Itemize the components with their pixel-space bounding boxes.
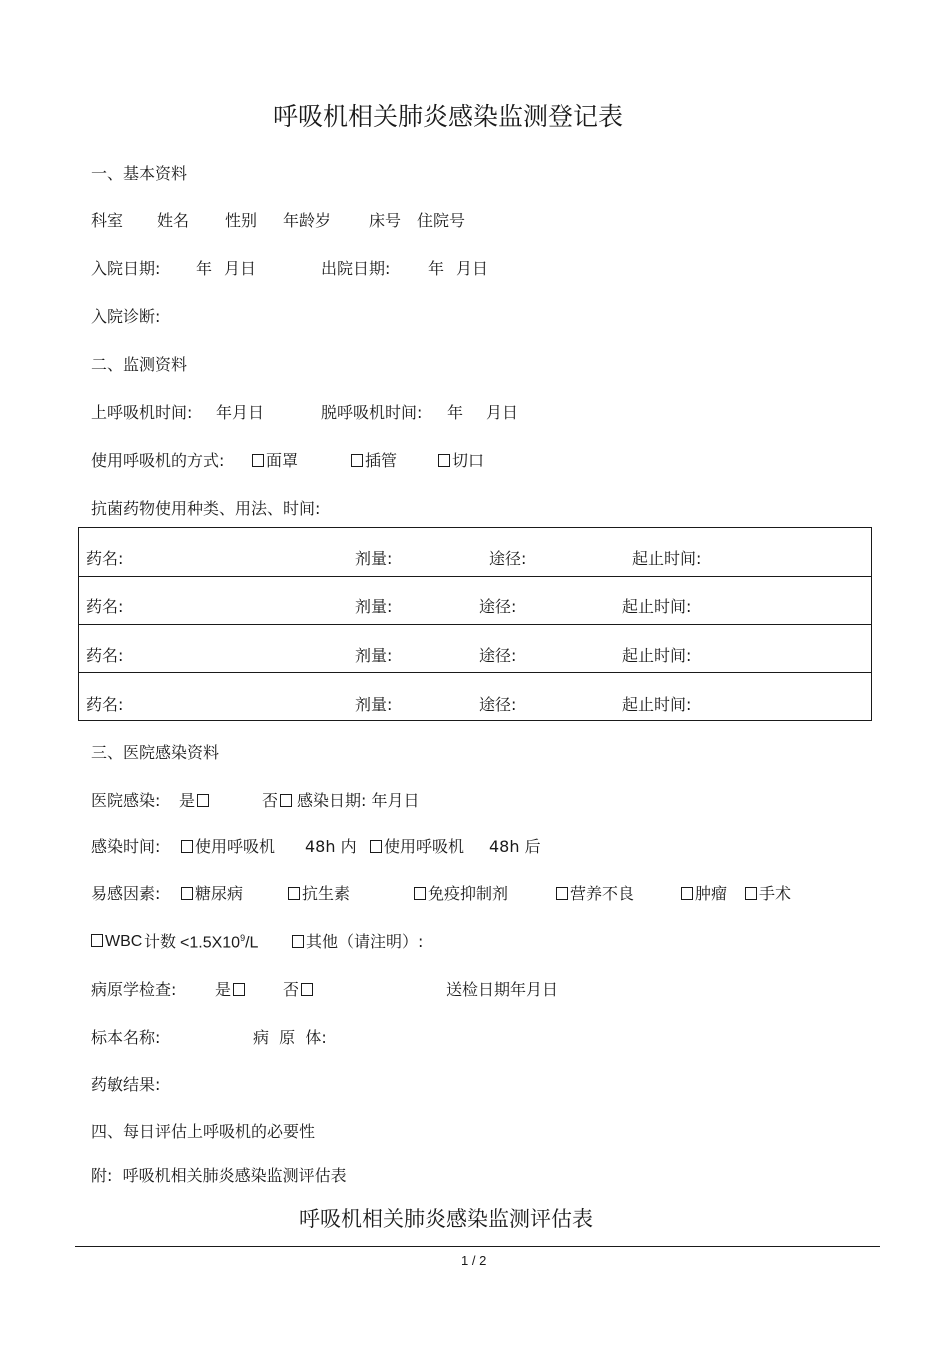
vent-off-month-day: 月日 xyxy=(486,403,519,422)
checkbox[interactable] xyxy=(233,983,245,996)
checkbox[interactable] xyxy=(252,454,264,467)
diagnosis-label: 入院诊断: xyxy=(91,307,161,326)
dose-label: 剂量: xyxy=(355,646,393,665)
name-label: 姓名 xyxy=(157,211,190,230)
after-48h-suffix: 48h 后 xyxy=(489,837,541,856)
evaluation-form-title: 呼吸机相关肺炎感染监测评估表 xyxy=(299,1207,593,1231)
admit-year: 年 xyxy=(196,259,213,278)
patho-yes-option[interactable] xyxy=(215,982,247,998)
bed-label: 床号 xyxy=(369,211,402,230)
inpatient-no-label: 住院号 xyxy=(417,211,466,230)
vent-on-label: 上呼吸机时间: xyxy=(91,403,193,422)
table-divider xyxy=(79,576,871,577)
checkbox[interactable] xyxy=(301,983,313,996)
hai-yes-label: 是 xyxy=(179,791,196,810)
risk-antibiotic-label: 抗生素 xyxy=(302,884,351,903)
risk-tumor-label: 肿瘤 xyxy=(695,884,728,903)
patho-no-label: 否 xyxy=(283,980,300,999)
dose-label: 剂量: xyxy=(355,549,393,568)
other-label: 其他（请注明）: xyxy=(306,932,424,951)
table-divider xyxy=(79,672,871,673)
mode-incision-label: 切口 xyxy=(452,451,485,470)
risk-diabetes-label: 糖尿病 xyxy=(195,884,244,903)
within-48h-option[interactable] xyxy=(181,839,275,855)
pathogen-label: 病 原 体: xyxy=(253,1028,327,1047)
dose-label: 剂量: xyxy=(355,695,393,714)
dose-label: 剂量: xyxy=(355,597,393,616)
checkbox[interactable] xyxy=(745,887,757,900)
table-divider xyxy=(79,624,871,625)
risk-tumor-option[interactable] xyxy=(681,886,727,902)
after-48h-label: 使用呼吸机 xyxy=(384,837,465,856)
admit-date-label: 入院日期: xyxy=(91,259,161,278)
mode-label: 使用呼吸机的方式: xyxy=(91,451,225,470)
checkbox[interactable] xyxy=(181,840,193,853)
mode-intubation-label: 插管 xyxy=(365,451,398,470)
attachment-note: 附: 呼吸机相关肺炎感染监测评估表 xyxy=(91,1166,347,1185)
period-label: 起止时间: xyxy=(622,646,692,665)
section4-heading: 四、每日评估上呼吸机的必要性 xyxy=(91,1122,316,1141)
risk-immuno-label: 免疫抑制剂 xyxy=(428,884,509,903)
hai-no-label: 否 xyxy=(262,791,279,810)
drug-name-label: 药名: xyxy=(86,695,124,714)
checkbox[interactable] xyxy=(197,794,209,807)
patho-label: 病原学检查: xyxy=(91,980,177,999)
other-option[interactable] xyxy=(292,934,423,950)
after-48h-option[interactable] xyxy=(370,839,464,855)
patho-yes-label: 是 xyxy=(215,980,232,999)
hai-no-option[interactable] xyxy=(262,793,294,809)
wbc-unit: /L xyxy=(245,934,259,952)
within-48h-suffix: 48h 内 xyxy=(305,837,357,856)
footer-divider xyxy=(75,1246,880,1247)
checkbox[interactable] xyxy=(181,887,193,900)
risk-antibiotic-option[interactable] xyxy=(288,886,350,902)
risk-label: 易感因素: xyxy=(91,884,161,903)
vent-off-label: 脱呼吸机时间: xyxy=(321,403,423,422)
checkbox[interactable] xyxy=(351,454,363,467)
hai-yes-option[interactable] xyxy=(179,793,211,809)
checkbox[interactable] xyxy=(91,934,103,947)
mode-intubation-option[interactable] xyxy=(351,453,397,469)
vent-off-year: 年 xyxy=(447,403,464,422)
discharge-date-label: 出院日期: xyxy=(321,259,391,278)
mode-mask-option[interactable] xyxy=(252,453,298,469)
wbc-value: $<1.5X10^9/L$ xyxy=(180,933,259,952)
dept-label: 科室 xyxy=(91,211,124,230)
checkbox[interactable] xyxy=(414,887,426,900)
checkbox[interactable] xyxy=(288,887,300,900)
section3-heading: 三、医院感染资料 xyxy=(91,743,220,762)
route-label: 途径: xyxy=(479,597,517,616)
mode-incision-option[interactable] xyxy=(438,453,484,469)
checkbox[interactable] xyxy=(280,794,292,807)
period-label: 起止时间: xyxy=(622,695,692,714)
sex-label: 性别 xyxy=(225,211,258,230)
sample-date: 送检日期年月日 xyxy=(446,980,559,999)
risk-immuno-option[interactable] xyxy=(414,886,508,902)
checkbox[interactable] xyxy=(438,454,450,467)
age-label: 年龄岁 xyxy=(283,211,332,230)
specimen-label: 标本名称: xyxy=(91,1028,161,1047)
checkbox[interactable] xyxy=(556,887,568,900)
period-label: 起止时间: xyxy=(632,549,702,568)
patho-no-option[interactable] xyxy=(283,982,315,998)
admit-month-day: 月日 xyxy=(224,259,257,278)
checkbox[interactable] xyxy=(681,887,693,900)
risk-malnutrition-label: 营养不良 xyxy=(570,884,635,903)
wbc-count-label: 计数 xyxy=(144,932,177,951)
drug-name-label: 药名: xyxy=(86,646,124,665)
within-48h-label: 使用呼吸机 xyxy=(195,837,276,856)
discharge-year: 年 xyxy=(428,259,445,278)
route-label: 途径: xyxy=(479,695,517,714)
vent-on-value: 年月日 xyxy=(216,403,265,422)
drug-name-label: 药名: xyxy=(86,597,124,616)
checkbox[interactable] xyxy=(292,935,304,948)
hai-label: 医院感染: xyxy=(91,791,161,810)
risk-malnutrition-option[interactable] xyxy=(556,886,634,902)
wbc-exponent: 9 xyxy=(240,933,246,943)
infection-time-label: 感染时间: xyxy=(91,837,161,856)
page-title: 呼吸机相关肺炎感染监测登记表 xyxy=(273,102,624,131)
antibiotic-table xyxy=(78,527,872,721)
checkbox[interactable] xyxy=(370,840,382,853)
risk-surgery-option[interactable] xyxy=(745,886,791,902)
wbc-prefix: WBC xyxy=(105,933,143,950)
hai-date: 感染日期: 年月日 xyxy=(297,791,420,810)
section2-heading: 二、监测资料 xyxy=(91,355,188,374)
route-label: 途径: xyxy=(479,646,517,665)
wbc-option[interactable] xyxy=(91,934,142,950)
risk-surgery-label: 手术 xyxy=(759,884,792,903)
route-label: 途径: xyxy=(489,549,527,568)
section1-heading: 一、基本资料 xyxy=(91,164,188,183)
page-number: 1 / 2 xyxy=(461,1253,487,1268)
mode-mask-label: 面罩 xyxy=(266,451,299,470)
antibiotic-label: 抗菌药物使用种类、用法、时间: xyxy=(91,499,321,518)
drug-name-label: 药名: xyxy=(86,549,124,568)
discharge-month-day: 月日 xyxy=(456,259,489,278)
sensitivity-label: 药敏结果: xyxy=(91,1075,161,1094)
risk-diabetes-option[interactable] xyxy=(181,886,243,902)
period-label: 起止时间: xyxy=(622,597,692,616)
